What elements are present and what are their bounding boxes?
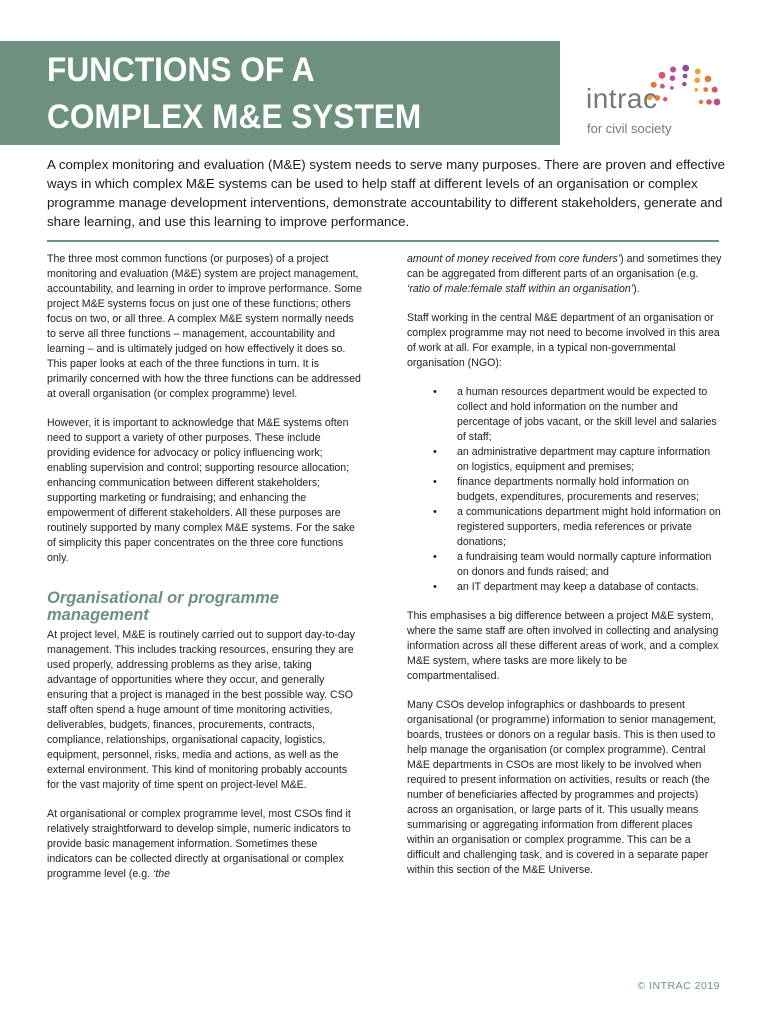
logo-dot (699, 100, 703, 104)
logo-dot (712, 87, 718, 93)
list-item: • finance departments normally hold information on budgets, expenditures, procurements and reserves; (407, 475, 722, 505)
paragraph-italic: ‘ratio of male:female staff within an organisation’ (407, 283, 634, 295)
paragraph-text: ). (633, 283, 640, 295)
list-item: • a communications department might hold information on registered supporters, media references or private donations; (407, 505, 722, 550)
logo-wordmark: intrac (586, 83, 658, 114)
paragraph-text: ) and sometimes they can be aggregated from different parts of an organisation (e.g. (407, 253, 722, 280)
logo-dot (706, 99, 712, 105)
section-heading: Organisational or programme management (47, 589, 279, 624)
logo-tagline: for civil society (587, 121, 672, 136)
list-item: • an administrative department may capture information on logistics, equipment and premises; (407, 445, 722, 475)
section-divider (47, 240, 719, 242)
paragraph: At project level, M&E is routinely carried out to support day-to-day management. This includes tracking resources, ensuring they are used properly, addressing problems as they arise, taking advantage of opportunities where they occur, and generally ensuring that a project is managed in the best possible way. CSO staff often spend a huge amount of time monitoring activities, deliverables, budgets, finances, procurements, contracts, compliance, relationships, organisational capacity, logistics, equipment, personnel, risks, media and actions, as well as the external environment. This kind of monitoring probably accounts for the vast majority of time spent on project-level M&E. (47, 629, 355, 791)
paragraph (47, 807, 362, 882)
logo-dot (670, 67, 676, 73)
logo-dot (694, 88, 698, 92)
logo-dot (670, 75, 676, 81)
logo-dot (683, 74, 688, 79)
logo-dot (703, 87, 708, 92)
title-line-1: FUNCTIONS OF A (47, 51, 315, 89)
logo-dot (659, 72, 666, 79)
paragraph: Staff working in the central M&E department of an organisation or complex programme may not need to become involved in this area of work at all. For example, in a typical non-governmental organisation (NGO): (407, 312, 720, 369)
logo-dot (694, 77, 700, 83)
paragraph-text: At organisational or complex programme level, most CSOs find it relatively straightforward to develop simple, numeric indicators to provide basic management information. Sometimes these indicators can be collected directly at organisational or complex programme level (e.g. (47, 808, 351, 880)
logo-dot (695, 68, 701, 74)
paragraph (407, 252, 722, 297)
logo-dot (663, 97, 667, 101)
paragraph-italic: amount of money received from core funders’ (407, 253, 621, 265)
left-column (47, 252, 362, 896)
paragraph: However, it is important to acknowledge that M&E systems often need to support a variety of other purposes. These include providing evidence for advocacy or policy influencing work; enabling supervision and control; supporting resource allocation; enhancing communication between different stakeholders; supporting marketing or fundraising; and enhancing the empowerment of different stakeholders. All these purposes are routinely supported by many complex M&E systems. For the sake of simplicity this paper concentrates on the three core functions only. (47, 417, 355, 564)
logo-dot (682, 82, 686, 86)
paragraph: The three most common functions (or purposes) of a project monitoring and evaluation (M&E) system are project management, accountability, and learning in order to improve performance. Some project M&E systems focus on just one of these functions; others focus on two, or all three. A complex M&E system normally needs to serve all three functions – management, accountability and learning – and is ultimately judged on how effectively it does so. This paper looks at each of the three functions in turn. It is primarily concerned with how the three functions can be addressed at overall organisation (or complex programme) level. (47, 253, 362, 400)
list-item: • a fundraising team would normally capture information on donors and funds raised; and (407, 550, 722, 580)
logo-dot (714, 99, 721, 106)
list-item: • a human resources department would be expected to collect and hold information on the number and percentage of jobs vacant, or the skill level and salaries of staff; (407, 385, 722, 445)
bullet-list (407, 385, 722, 595)
copyright-footer: © INTRAC 2019 (637, 980, 720, 992)
paragraph-italic: ‘the (152, 868, 171, 880)
logo-dot (682, 65, 689, 72)
title-line-2: COMPLEX M&E SYSTEM (47, 98, 422, 136)
right-column (407, 252, 722, 892)
logo-dot (705, 76, 712, 83)
list-item: • an IT department may keep a database of contacts. (407, 580, 722, 595)
intro-paragraph: A complex monitoring and evaluation (M&E) system needs to serve many purposes. There are proven and effective ways in which complex M&E systems can be used to help staff at different levels of an organisation or complex programme manage development interventions, demonstrate accountability to different stakeholders, generate and share learning, and use this learning to improve performance. (47, 157, 726, 229)
paragraph: This emphasises a big difference between a project M&E system, where the same staff are often involved in collecting and analysing information across all these different areas of work, and a complex M&E system, where tasks are more likely to be compartmentalised. (407, 610, 719, 682)
page-title (47, 47, 421, 141)
logo-dot (660, 84, 665, 89)
paragraph: Many CSOs develop infographics or dashboards to present organisational (or programme) information to senior management, boards, trustees or donors on a regular basis. This is then used to help manage the organisation (or complex programme). Central M&E departments in CSOs are most likely to be involved when required to present information on activities, results or reach (the number of beneficiaries affected by programmes and projects) across an organisation, or large parts of it. This usually means summarising or aggregating information from different places within an organisation or complex programme. This can be a difficult and challenging task, and is covered in a separate paper within this section of the M&E Universe. (407, 699, 717, 876)
logo-dot (670, 86, 674, 90)
